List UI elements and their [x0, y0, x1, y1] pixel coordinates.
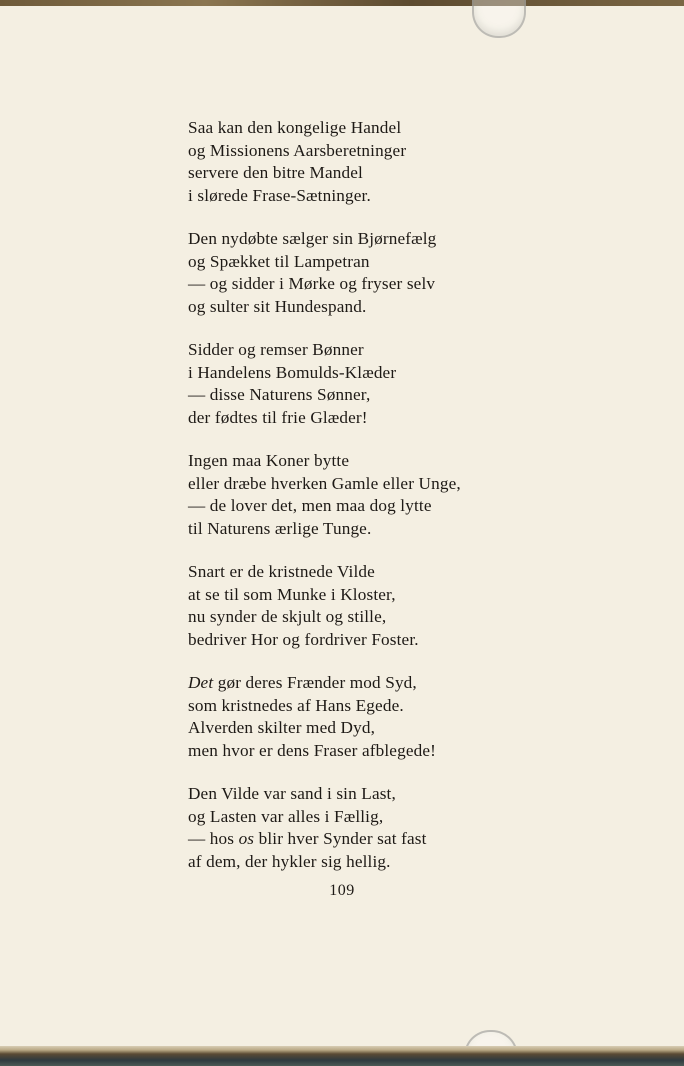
stanza-1 — [188, 117, 488, 207]
poem-line-rest: gør deres Frænder mod Syd, — [213, 673, 417, 692]
poem-line: bedriver Hor og fordriver Foster. — [188, 629, 419, 649]
poem-line: Alverden skilter med Dyd, — [188, 718, 376, 737]
poem-line: og Missionens Aarsberetninger — [188, 140, 407, 160]
page-clip-top-icon — [472, 0, 526, 38]
poem-line: Ingen maa Koner bytte — [188, 451, 350, 470]
poem-line: eller dræbe hverken Gamle eller Unge, — [188, 473, 461, 493]
poem-line: af dem, der hykler sig hellig. — [188, 851, 391, 871]
page-top-edge — [0, 0, 684, 6]
poem-line: til Naturens ærlige Tunge. — [188, 518, 372, 538]
stanza-5 — [188, 561, 488, 651]
poem-line: men hvor er dens Fraser afblegede! — [188, 740, 437, 760]
poem-line: i slørede Frase-Sætninger. — [188, 185, 371, 205]
poem-line: Saa kan den kongelige Handel — [188, 118, 402, 137]
stanza-7 — [188, 783, 488, 873]
poem-line: — og sidder i Mørke og fryser selv — [188, 274, 436, 293]
poem-line-rest: blir hver Synder sat fast — [254, 829, 427, 848]
poem-line: Sidder og remser Bønner — [188, 340, 364, 359]
poem-line: at se til som Munke i Kloster, — [188, 584, 396, 604]
poem-line-start: — hos — [188, 829, 239, 848]
poem-line: Den nydøbte sælger sin Bjørnefælg — [188, 229, 437, 248]
poem-line: Snart er de kristnede Vilde — [188, 562, 375, 581]
poem-line: — de lover det, men maa dog lytte — [188, 496, 432, 515]
poem-line: servere den bitre Mandel — [188, 163, 363, 182]
poem-line: og Spækket til Lampetran — [188, 251, 370, 271]
poem-line: og Lasten var alles i Fællig, — [188, 806, 384, 826]
poem-line: nu synder de skjult og stille, — [188, 607, 387, 626]
stanza-2 — [188, 228, 488, 318]
poem — [188, 117, 488, 894]
emphasis-word: os — [238, 829, 255, 848]
poem-line: som kristnedes af Hans Egede. — [188, 695, 404, 715]
page-bottom-edge — [0, 1046, 684, 1066]
page-number: 109 — [329, 882, 355, 899]
stanza-6 — [188, 672, 488, 762]
stanza-4 — [188, 450, 488, 540]
poem-line: der fødtes til frie Glæder! — [188, 407, 368, 427]
poem-line — [188, 672, 488, 695]
poem-line: Den Vilde var sand i sin Last, — [188, 784, 396, 803]
poem-line: — disse Naturens Sønner, — [188, 385, 371, 404]
emphasis-word: Det — [188, 673, 214, 692]
stanza-3 — [188, 339, 488, 429]
poem-line — [188, 828, 488, 851]
poem-line: og sulter sit Hundespand. — [188, 296, 367, 316]
poem-line: i Handelens Bomulds-Klæder — [188, 362, 397, 382]
